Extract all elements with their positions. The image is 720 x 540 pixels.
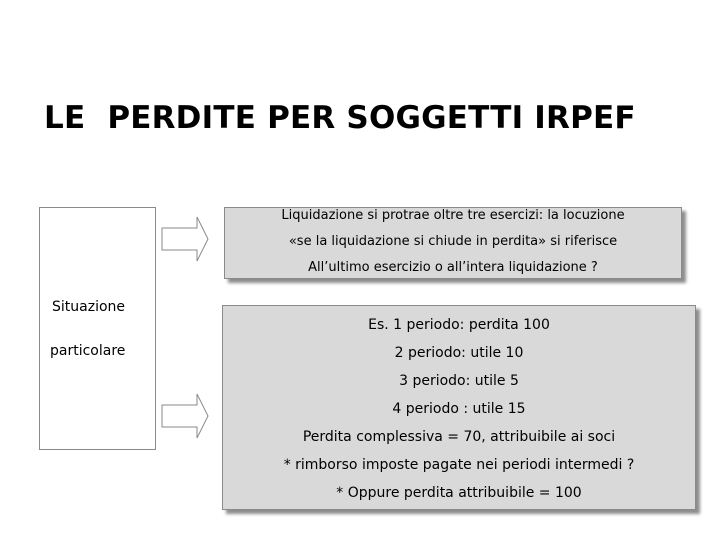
arrow-right-icon-top	[161, 216, 209, 262]
example-line-4: 4 periodo : utile 15	[392, 401, 526, 417]
example-line-2: 2 periodo: utile 10	[394, 345, 524, 361]
example-line-6: * rimborso imposte pagate nei periodi intermedi ?	[283, 457, 635, 473]
liquidation-question-box	[224, 207, 682, 279]
example-box	[222, 305, 696, 510]
example-line-7: * Oppure perdita attribuibile = 100	[336, 485, 582, 501]
example-line-1: Es. 1 periodo: perdita 100	[368, 317, 550, 333]
arrow-right-icon-bottom	[161, 393, 209, 439]
situation-label: Situazione	[52, 299, 126, 315]
slide-title: LE PERDITE PER SOGGETTI IRPEF	[44, 100, 636, 136]
question-line-2: «se la liquidazione si chiude in perdita» si riferisce	[288, 234, 618, 249]
example-line-3: 3 periodo: utile 5	[399, 373, 519, 389]
example-line-5: Perdita complessiva = 70, attribuibile ai soci	[302, 429, 616, 445]
particular-label: particolare	[50, 343, 126, 359]
question-line-1: Liquidazione si protrae oltre tre esercizi: la locuzione	[281, 208, 625, 223]
situation-box	[39, 207, 156, 450]
question-line-3: All’ultimo esercizio o all’intera liquidazione ?	[308, 260, 598, 275]
